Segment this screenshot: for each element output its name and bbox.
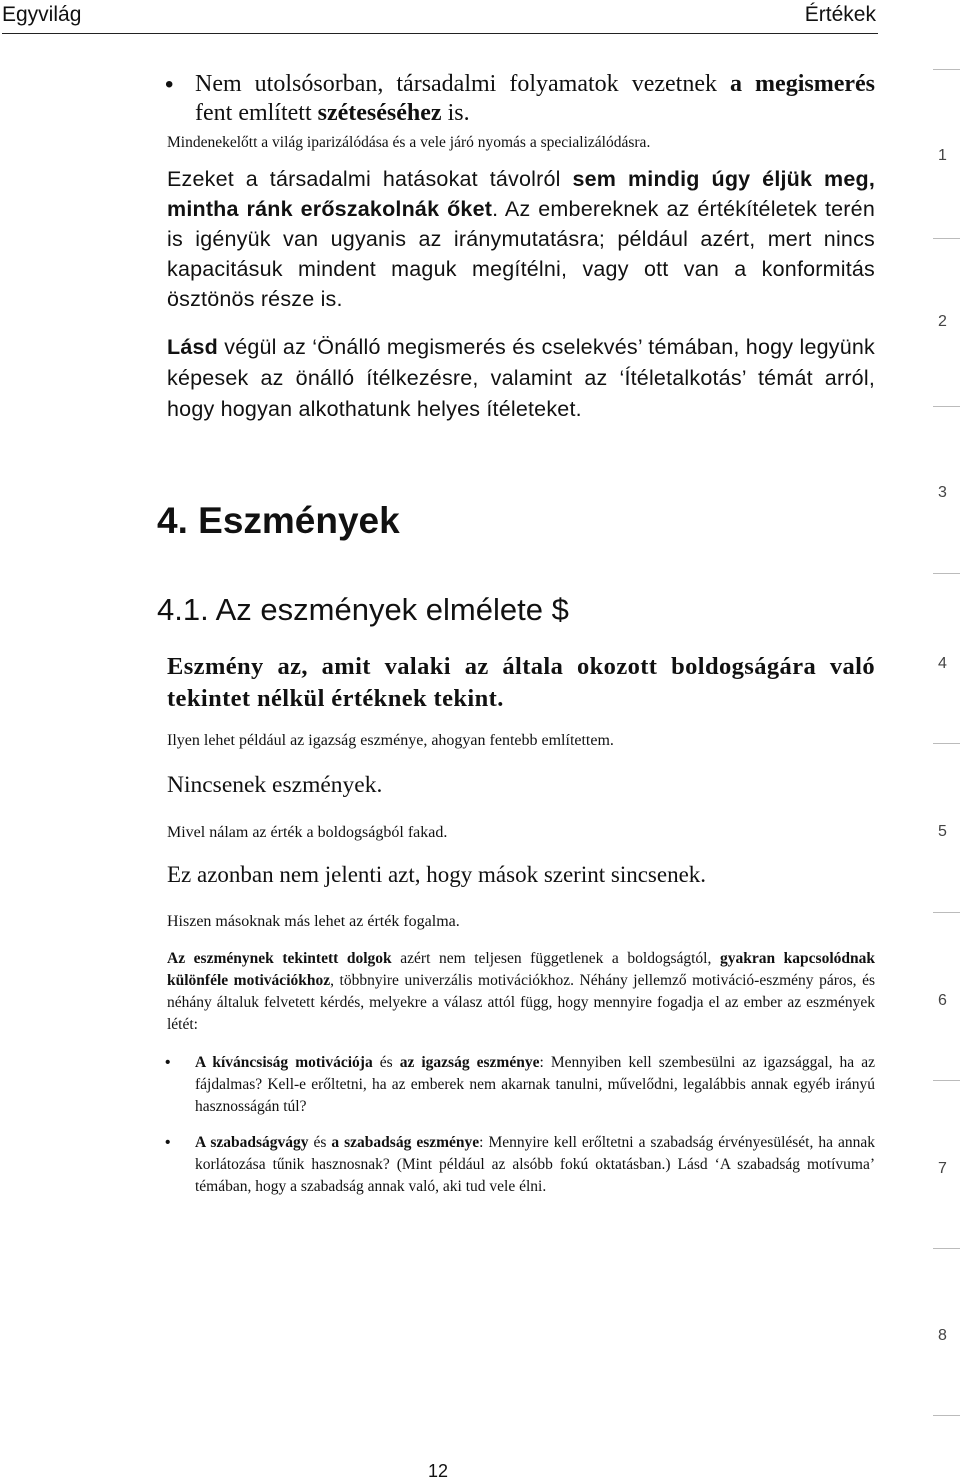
margin-number: 2 bbox=[938, 313, 947, 330]
paragraph-reason: Mivel nálam az érték a boldogságból fakad. bbox=[167, 823, 448, 841]
margin-number: 3 bbox=[938, 484, 947, 501]
text-run: : Mennyiben kell szembesülni az igazsággal, ha az fájdalmas? Kell-e erőltetni, ha az emberek nem akarnak tanulni, művelődni, legalábbis annak egyéb irányú hasznosságán túl? bbox=[195, 1053, 875, 1115]
margin-rule bbox=[933, 1248, 960, 1249]
margin-number: 7 bbox=[938, 1160, 947, 1177]
header-right-title: Értékek bbox=[804, 3, 876, 26]
header-left-title: Egyvilág bbox=[2, 3, 82, 26]
bullet-freedom bbox=[167, 1132, 875, 1198]
definition-paragraph: Eszmény az, amit valaki az általa okozott boldogságára való tekintet nélkül értéknek tekint. bbox=[167, 653, 875, 712]
paragraph-no-ideals: Nincsenek eszmények. bbox=[167, 772, 383, 798]
text-run: és bbox=[372, 1053, 400, 1071]
subsection-heading: 4.1. Az eszmények elmélete $ bbox=[157, 592, 569, 627]
bold-run: a szabadság eszménye bbox=[331, 1133, 480, 1151]
margin-number: 1 bbox=[938, 147, 947, 164]
margin-number: 4 bbox=[938, 655, 947, 672]
margin-number: 6 bbox=[938, 992, 947, 1009]
bullet-curiosity bbox=[167, 1052, 875, 1118]
page-header bbox=[2, 0, 878, 34]
bold-run: A szabadságvágy bbox=[195, 1133, 309, 1151]
bullet-social-processes bbox=[167, 70, 875, 128]
page-number: 12 bbox=[428, 1461, 449, 1481]
margin-rule bbox=[933, 743, 960, 744]
bold-run: a megismerés bbox=[730, 71, 875, 97]
margin-rule bbox=[933, 912, 960, 913]
text-run: . Az embereknek az értékítéletek terén is igényük van ugyanis az iránymutatásra; például azért, mert nincs kapacitásuk mindent maguk megítélni, vagy ott van a konformitás ösztönös része is. bbox=[167, 197, 875, 311]
text-run: Ezeket a társadalmi hatásokat távolról bbox=[167, 167, 573, 191]
margin-rule bbox=[933, 1415, 960, 1416]
bold-run: sem mindig úgy éljük meg, mintha ránk erőszakolnák őket bbox=[167, 167, 875, 221]
section-heading: 4. Eszmények bbox=[157, 500, 400, 541]
margin-line-ruler bbox=[930, 0, 960, 1481]
paragraph-example: Ilyen lehet például az igazság eszménye, ahogyan fentebb említettem. bbox=[167, 732, 614, 749]
bold-run: A kíváncsiság motivációja bbox=[195, 1053, 373, 1071]
text-run: azért nem teljesen függetlenek a boldogságtól, bbox=[391, 949, 720, 967]
margin-number: 8 bbox=[938, 1327, 947, 1344]
bold-run: gyakran kapcsolódnak különféle motivációkhoz bbox=[167, 949, 875, 989]
text-run: fent említett bbox=[195, 100, 318, 126]
bold-run: széteséséhez bbox=[317, 100, 442, 126]
margin-rule bbox=[933, 238, 960, 239]
paragraph-however: Ez azonban nem jelenti azt, hogy mások szerint sincsenek. bbox=[167, 861, 707, 887]
text-run: végül az ‘Önálló megismerés és cselekvés’ témában, hogy legyünk képesek az önálló ítélkezésre, valamint az ‘Ítéletalkotás’ témát arról, hogy hogyan alkothatunk helyes ítéleteket. bbox=[167, 335, 875, 421]
paragraph-industrialization: Mindenekelőtt a világ iparizálódása és a vele járó nyomás a specializálódásra. bbox=[167, 134, 651, 151]
paragraph-see-also bbox=[167, 332, 875, 425]
text-run: is. bbox=[441, 100, 470, 126]
bold-run: Lásd bbox=[167, 335, 218, 359]
text-run: Nem utolsósorban, társadalmi folyamatok vezetnek bbox=[195, 71, 731, 97]
paragraph-social-effects bbox=[167, 164, 875, 314]
bold-run: Az eszménynek tekintett dolgok bbox=[167, 949, 392, 967]
paragraph-others: Hiszen másoknak más lehet az érték fogalma. bbox=[167, 912, 460, 930]
page-body bbox=[157, 70, 875, 1198]
margin-rule bbox=[933, 573, 960, 574]
margin-rule bbox=[933, 406, 960, 407]
text-run: és bbox=[308, 1133, 332, 1151]
text-run: , többnyire univerzális motivációkhoz. Néhány jellemző motiváció-eszmény páros, és néhány általuk felvetett kérdés, melyekre a válasz attól függ, hogy mennyire fogadja el az ember az eszmények létét: bbox=[167, 971, 875, 1033]
margin-number: 5 bbox=[938, 823, 947, 840]
text-run: : Mennyire kell erőltetni a szabadság érvényesülését, ha annak korlátozása tűnik hasznosnak? (Mint például az alsóbb fokú oktatásban.) Lásd ‘A szabadság motívuma’ témában, hogy a szabadság annak való, aki tud vele élni. bbox=[195, 1133, 875, 1195]
margin-rule bbox=[933, 1080, 960, 1081]
margin-rule bbox=[933, 69, 960, 70]
bold-run: az igazság eszménye bbox=[399, 1053, 540, 1071]
paragraph-motivations bbox=[167, 948, 875, 1036]
